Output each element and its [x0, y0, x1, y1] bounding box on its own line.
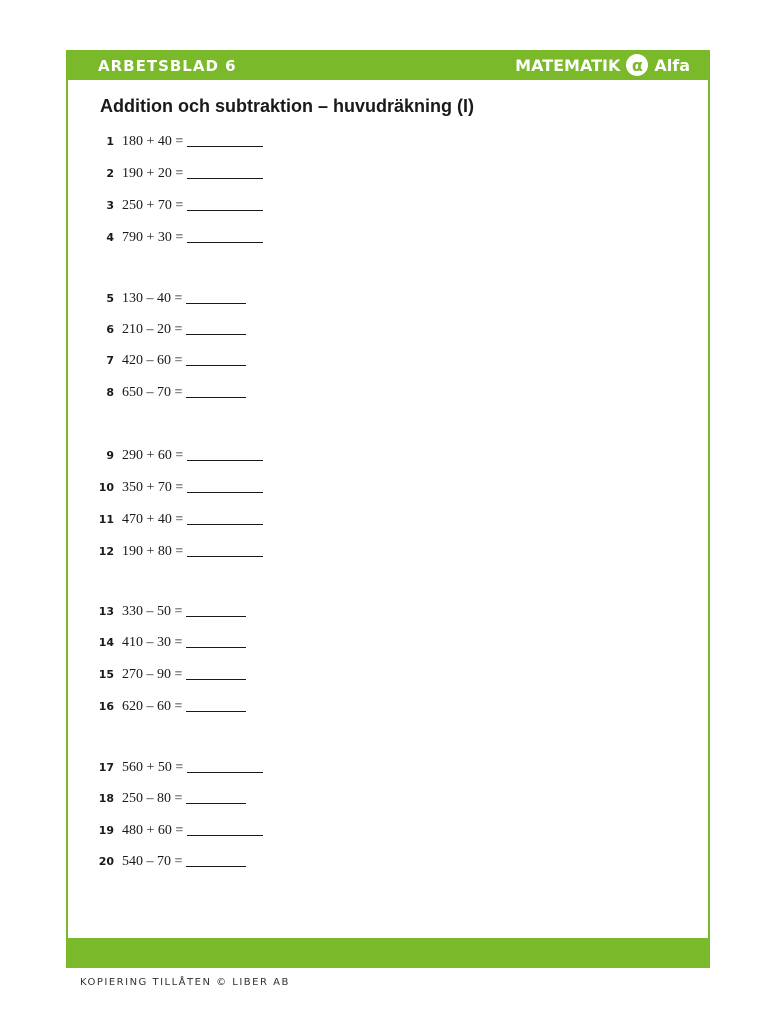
exercise-expression: 210 – 20 = [122, 322, 183, 337]
brand-edition: Alfa [654, 55, 690, 75]
exercise-number: 10 [98, 481, 114, 494]
exercise-item [68, 196, 263, 214]
answer-blank[interactable] [187, 448, 263, 461]
exercise-number: 16 [98, 700, 114, 713]
exercise-expression: 290 + 60 = [122, 448, 184, 463]
answer-blank[interactable] [187, 198, 263, 211]
answer-blank[interactable] [186, 353, 246, 366]
exercise-number: 2 [106, 167, 114, 180]
answer-blank[interactable] [187, 134, 263, 147]
exercise-number: 8 [106, 386, 114, 399]
exercise-expression: 250 – 80 = [122, 791, 183, 806]
answer-blank[interactable] [187, 512, 263, 525]
brand-name: MATEMATIK [515, 55, 621, 75]
exercise-item [68, 665, 246, 683]
exercise-number: 1 [106, 135, 114, 148]
exercise-item [68, 478, 263, 496]
alpha-logo-icon: α [626, 54, 648, 76]
exercise-item [68, 602, 246, 620]
exercise-item [68, 228, 263, 246]
exercise-number: 3 [106, 199, 114, 212]
answer-blank[interactable] [187, 823, 263, 836]
exercise-item [68, 697, 246, 715]
exercise-expression: 470 + 40 = [122, 512, 184, 527]
exercise-number: 14 [98, 636, 114, 649]
exercise-item [68, 320, 246, 338]
exercise-expression: 410 – 30 = [122, 635, 183, 650]
answer-blank[interactable] [187, 230, 263, 243]
exercise-number: 17 [98, 761, 114, 774]
exercise-expression: 350 + 70 = [122, 480, 184, 495]
answer-blank[interactable] [187, 760, 263, 773]
exercise-number: 15 [98, 668, 114, 681]
exercise-number: 6 [106, 323, 114, 336]
exercise-expression: 420 – 60 = [122, 353, 183, 368]
answer-blank[interactable] [187, 166, 263, 179]
copyright-footer: KOPIERING TILLÅTEN © LIBER AB [80, 977, 290, 988]
answer-blank[interactable] [187, 544, 263, 557]
exercise-expression: 540 – 70 = [122, 854, 183, 869]
exercise-number: 19 [98, 824, 114, 837]
answer-blank[interactable] [186, 854, 246, 867]
exercise-number: 18 [98, 792, 114, 805]
answer-blank[interactable] [186, 635, 246, 648]
exercise-expression: 270 – 90 = [122, 667, 183, 682]
exercise-expression: 650 – 70 = [122, 385, 183, 400]
answer-blank[interactable] [186, 322, 246, 335]
answer-blank[interactable] [186, 667, 246, 680]
answer-blank[interactable] [186, 291, 246, 304]
exercise-item [68, 789, 246, 807]
exercise-item [68, 758, 263, 776]
exercise-expression: 250 + 70 = [122, 198, 184, 213]
worksheet [66, 50, 710, 968]
exercise-item [68, 289, 246, 307]
exercise-number: 5 [106, 292, 114, 305]
exercise-number: 12 [98, 545, 114, 558]
answer-blank[interactable] [186, 699, 246, 712]
page-title: Addition och subtraktion – huvudräkning (I) [100, 96, 474, 116]
exercise-number: 20 [98, 855, 114, 868]
exercise-list [68, 52, 708, 966]
exercise-number: 13 [98, 605, 114, 618]
answer-blank[interactable] [186, 604, 246, 617]
exercise-item [68, 351, 246, 369]
answer-blank[interactable] [186, 385, 246, 398]
exercise-expression: 190 + 80 = [122, 544, 184, 559]
exercise-expression: 560 + 50 = [122, 760, 184, 775]
exercise-expression: 620 – 60 = [122, 699, 183, 714]
exercise-item [68, 542, 263, 560]
exercise-item [68, 383, 246, 401]
answer-blank[interactable] [187, 480, 263, 493]
exercise-expression: 130 – 40 = [122, 291, 183, 306]
exercise-expression: 330 – 50 = [122, 604, 183, 619]
exercise-number: 7 [106, 354, 114, 367]
answer-blank[interactable] [186, 791, 246, 804]
exercise-item [68, 164, 263, 182]
exercise-expression: 190 + 20 = [122, 166, 184, 181]
exercise-item [68, 446, 263, 464]
exercise-item [68, 821, 263, 839]
exercise-number: 11 [98, 513, 114, 526]
exercise-expression: 480 + 60 = [122, 823, 184, 838]
sheet-label: ARBETSBLAD 6 [98, 57, 237, 75]
exercise-item [68, 132, 263, 150]
exercise-item [68, 852, 246, 870]
exercise-number: 4 [106, 231, 114, 244]
exercise-expression: 790 + 30 = [122, 230, 184, 245]
exercise-number: 9 [106, 449, 114, 462]
exercise-item [68, 510, 263, 528]
exercise-expression: 180 + 40 = [122, 134, 184, 149]
footer-bar [68, 938, 708, 966]
exercise-item [68, 633, 246, 651]
